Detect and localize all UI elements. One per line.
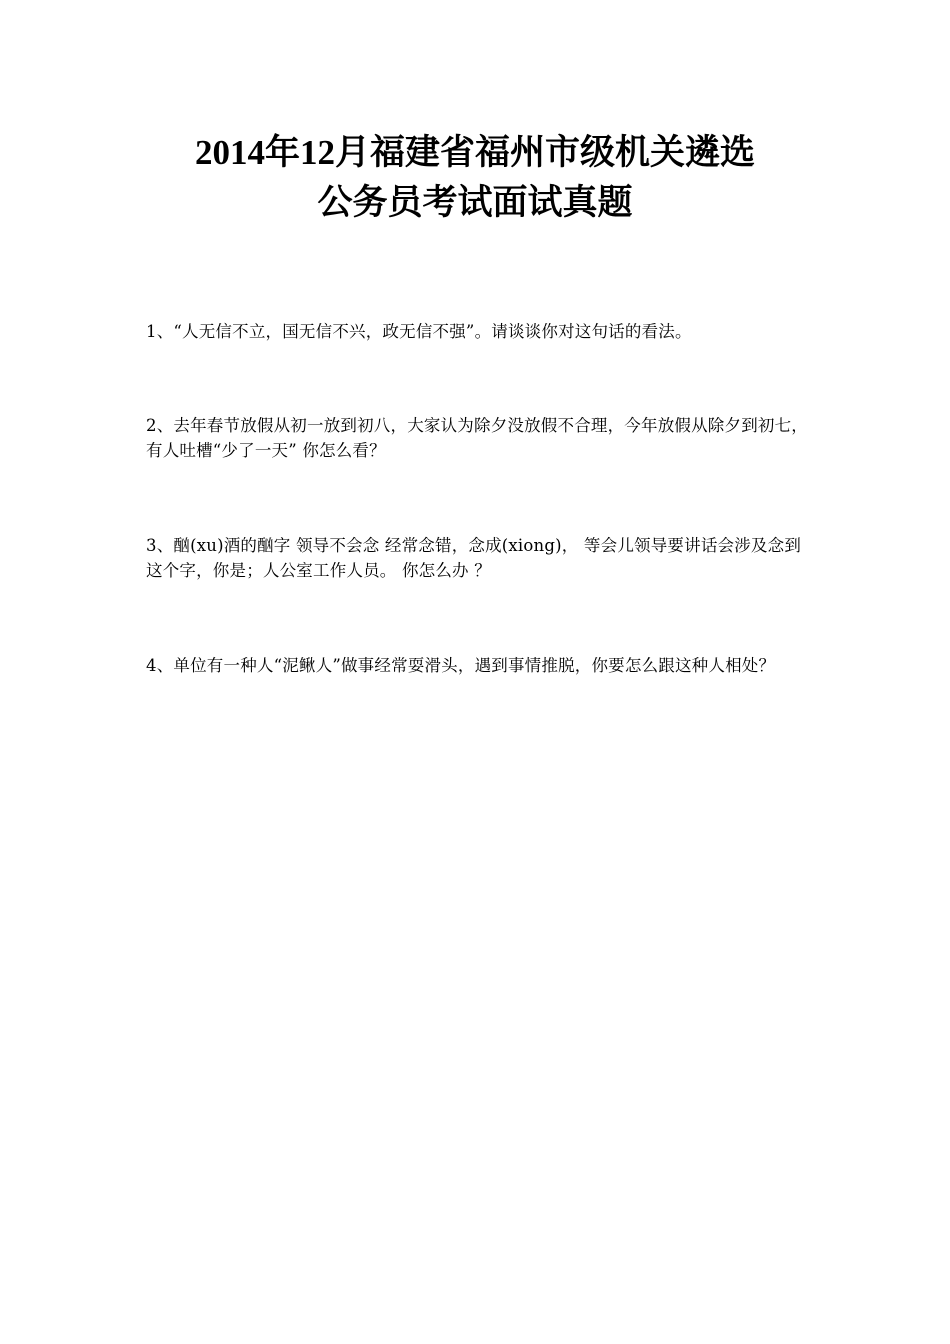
title-line-1: 2014年12月福建省福州市级机关遴选 <box>194 133 755 172</box>
question-1: 1、“人无信不立，国无信不兴，政无信不强”。请谈谈你对这句话的看法。 <box>146 322 692 341</box>
document-title <box>100 128 850 228</box>
question-4: 4、单位有一种人“泥鳅人”做事经常耍滑头，遇到事情推脱，你要怎么跟这种人相处？ <box>146 656 776 675</box>
question-2: 2、去年春节放假从初一放到初八，大家认为除夕没放假不合理，今年放假从除夕到初七，有人吐槽“少了一天” 你怎么看？ <box>146 416 808 460</box>
question-3: 3、酗(xu)酒的酗字 领导不会念 经常念错，念成(xiong)， 等会儿领导要讲话会涉及念到这个字，你是；人公室工作人员。 你怎么办 ？ <box>146 536 802 580</box>
title-line-2: 公务员考试面试真题 <box>317 183 633 222</box>
